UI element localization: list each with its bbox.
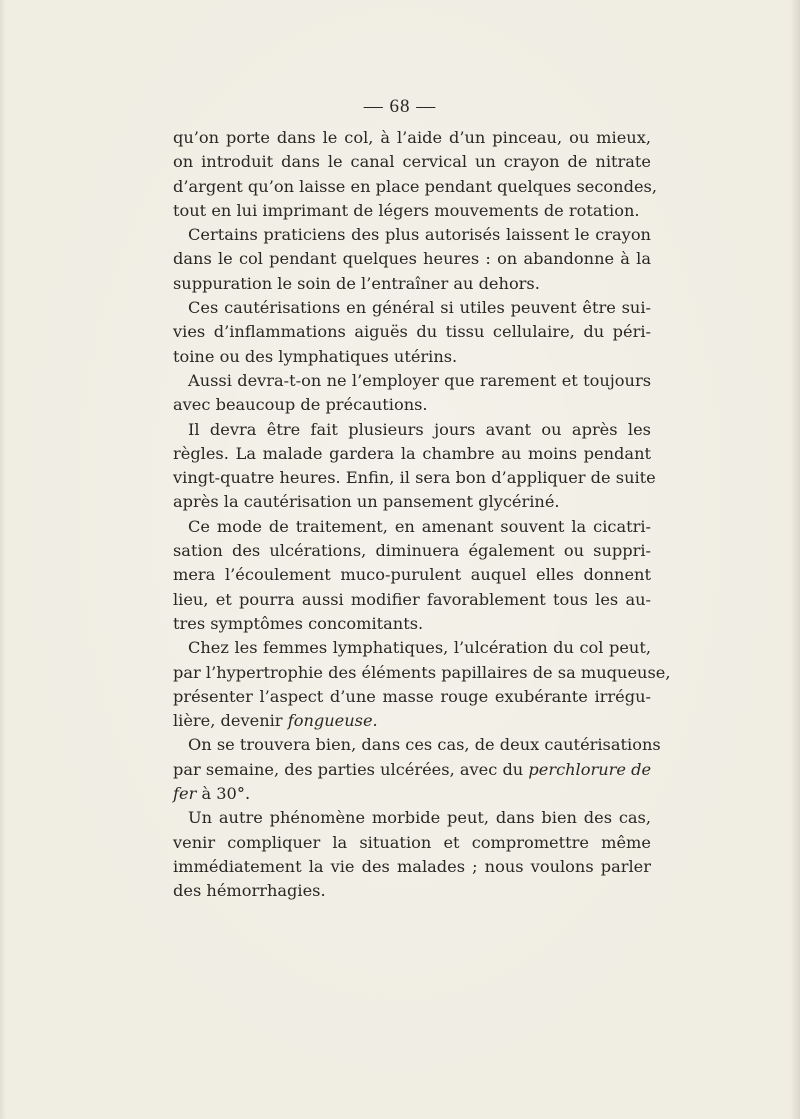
text-line: vies d’inflammations aiguës du tissu cellulaire, du péri- <box>173 322 651 342</box>
text-line: dans le col pendant quelques heures : on abandonne à la <box>173 249 651 269</box>
page-right-edge-shadow <box>790 0 800 1119</box>
text-line: lieu, et pourra aussi modifier favorablement tous les au- <box>173 589 651 609</box>
text-line <box>173 709 651 733</box>
text-span: . <box>372 711 378 731</box>
text-line: avec beaucoup de précautions. <box>173 395 428 415</box>
text-line: qu’on porte dans le col, à l’aide d’un pinceau, ou mieux, <box>173 128 651 147</box>
text-line: Il devra être fait plusieurs jours avant ou après les <box>188 419 651 439</box>
text-line: Ces cautérisations en général si utiles peuvent être sui- <box>188 298 651 318</box>
text-line: mera l’écoulement muco-purulent auquel elles donnent <box>173 565 651 585</box>
italic-term: fer <box>173 784 197 804</box>
text-line: On se trouvera bien, dans ces cas, de deux cautérisations <box>188 735 661 755</box>
text-line: par l’hypertrophie des éléments papillaires de sa muqueuse, <box>173 662 671 682</box>
text-line: immédiatement la vie des malades ; nous voulons parler <box>173 856 651 876</box>
text-line: règles. La malade gardera la chambre au moins pendant <box>173 443 651 463</box>
text-line <box>173 758 651 782</box>
text-line: on introduit dans le canal cervical un crayon de nitrate <box>173 152 651 172</box>
italic-term: fongueuse <box>287 711 373 731</box>
text-line: tout en lui imprimant de légers mouvements de rotation. <box>173 200 640 220</box>
text-line: d’argent qu’on laisse en place pendant quelques secondes, <box>173 176 657 196</box>
italic-term: perchlorure de <box>528 759 652 779</box>
text-line: sation des ulcérations, diminuera également ou suppri- <box>173 541 651 561</box>
text-line: Un autre phénomène morbide peut, dans bien des cas, <box>188 808 651 828</box>
text-line: Ce mode de traitement, en amenant souvent la cicatri- <box>188 516 651 536</box>
text-span: lière, devenir <box>173 711 288 731</box>
text-line <box>173 782 651 806</box>
text-line: toine ou des lymphatiques utérins. <box>173 346 458 366</box>
text-line: des hémorrhagies. <box>173 881 326 901</box>
page-number: — 68 — <box>363 96 437 117</box>
text-line: Certains praticiens des plus autorisés laissent le crayon <box>188 225 651 245</box>
body-text <box>173 126 671 904</box>
text-span: à 30°. <box>196 784 251 804</box>
text-span: par semaine, des parties ulcérées, avec du <box>173 759 529 779</box>
text-line: tres symptômes concomitants. <box>173 613 424 633</box>
text-line: suppuration le soin de l’entraîner au dehors. <box>173 273 540 293</box>
text-line: venir compliquer la situation et compromettre même <box>173 832 651 852</box>
text-line: Aussi devra-t-on ne l’employer que rarement et toujours <box>188 370 651 390</box>
text-line: Chez les femmes lymphatiques, l’ulcération du col peut, <box>188 638 651 658</box>
text-line: après la cautérisation un pansement glycériné. <box>173 492 560 512</box>
text-line: présenter l’aspect d’une masse rouge exubérante irrégu- <box>173 686 651 706</box>
page-left-edge-shadow <box>0 0 6 1119</box>
text-line: vingt-quatre heures. Enfin, il sera bon d’appliquer de suite <box>173 468 656 488</box>
